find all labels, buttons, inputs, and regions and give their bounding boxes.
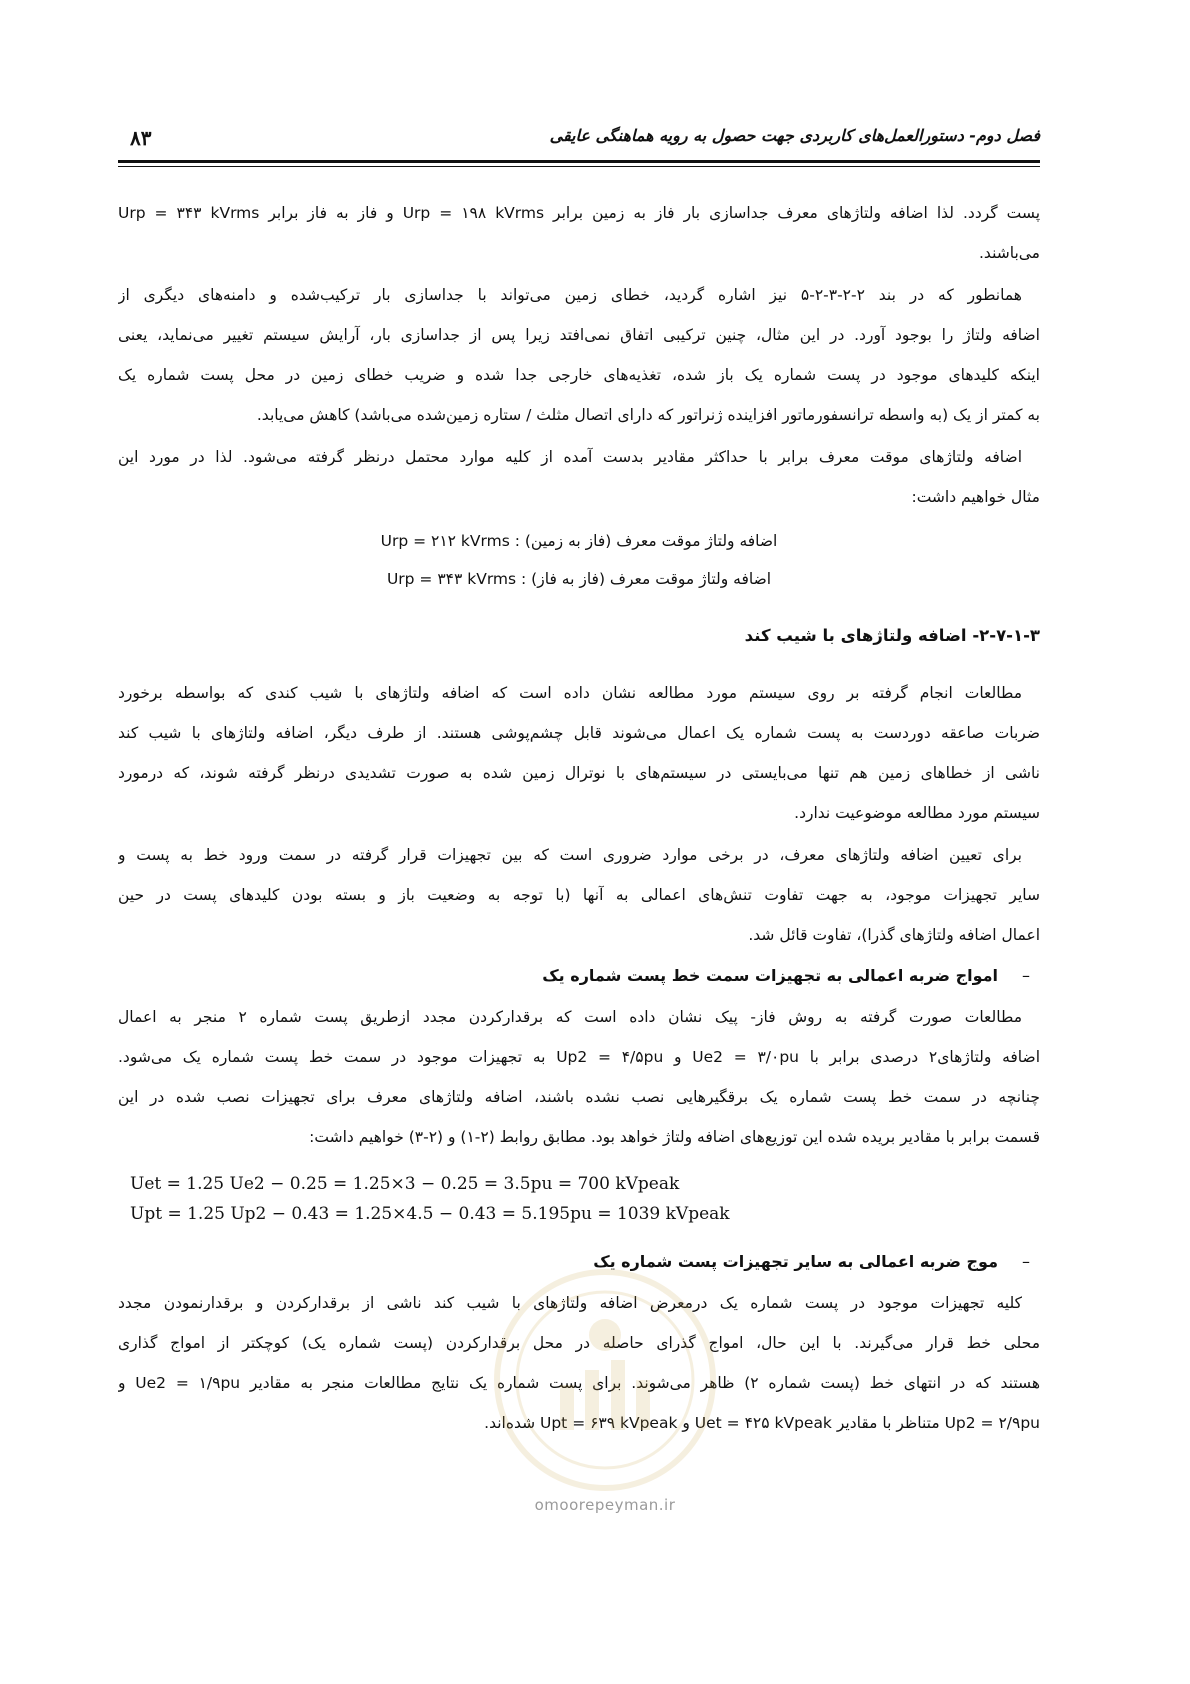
paragraph-line: برای تعیین اضافه ولتاژهای معرف، در برخی موارد ضروری است که بین تجهیزات قرار گرفته در سمت ورود خط به پست و	[118, 846, 1022, 864]
header-rule-thin	[118, 166, 1040, 167]
bullet-text: موج ضربه اعمالی به سایر تجهیزات پست شماره یک	[593, 1252, 998, 1271]
paragraph-line: اضافه ولتاژهای۲ درصدی برابر با Ue2 = ۳/۰pu و Up2 = ۴/۵pu به تجهیزات موجود در سمت خط پست شماره یک می‌شود.	[118, 1048, 1040, 1066]
bullet-heading	[542, 962, 1030, 990]
equation-upt: Upt = 1.25 Up2 − 0.43 = 1.25×4.5 − 0.43 = 5.195pu = 1039 kVpeak	[130, 1204, 730, 1224]
paragraph-line: مطالعات انجام گرفته بر روی سیستم مورد مطالعه نشان داده است که اضافه ولتاژهای با شیب کندی که بواسطه برخورد	[118, 684, 1022, 702]
paragraph-line: مثال خواهیم داشت:	[911, 488, 1040, 506]
bullet-heading	[593, 1248, 1030, 1276]
paragraph-line: سایر تجهیزات موجود، به جهت تفاوت تنش‌های اعمالی به آنها (با توجه به وضعیت باز و بسته بودن کلیدهای پست در حین	[118, 886, 1040, 904]
paragraph-line: محلی خط قرار می‌گیرند. با این حال، امواج گذرای حاصله در محل برقدارکردن (پست شماره یک) کوچکتر از امواج گذاری	[118, 1334, 1040, 1352]
page-number: ۸۳	[130, 126, 152, 150]
chapter-title: فصل دوم- دستورالعمل‌های کاربردی جهت حصول به رویه هماهنگی عایقی	[549, 126, 1040, 145]
formula-phase-to-phase: اضافه ولتاژ موقت معرف (فاز به فاز) : Urp = ۳۴۳ kVrms	[386, 570, 772, 588]
paragraph-line: ضربات صاعقه دوردست به پست شماره یک اعمال می‌شوند قابل چشم‌پوشی هستند. از طرف دیگر، اضافه ولتاژهای با شیب کند	[118, 724, 1040, 742]
paragraph-line: سیستم مورد مطالعه موضوعیت ندارد.	[794, 804, 1040, 822]
bullet-text: امواج ضربه اعمالی به تجهیزات سمت خط پست شماره یک	[542, 966, 998, 985]
paragraph-line: چنانچه در سمت خط پست شماره یک برقگیرهایی نصب نشده باشند، اضافه ولتاژهای معرف برای تجهیزات نصب شده در این	[118, 1088, 1040, 1106]
bullet-dash: –	[1022, 1252, 1030, 1271]
paragraph-line: اعمال اضافه ولتاژهای گذرا)، تفاوت قائل شد.	[748, 926, 1040, 944]
paragraph-line: مطالعات صورت گرفته به روش فاز- پیک نشان داده است که برقدارکردن مجدد ازطریق پست شماره ۲ منجر به اعمال	[118, 1008, 1022, 1026]
paragraph-line: به کمتر از یک (به واسطه ترانسفورماتور افزاینده ژنراتور که دارای اتصال مثلث / ستاره زمین‌شده می‌باشد) کاهش می‌یابد.	[256, 406, 1040, 424]
watermark-text: omoorepeyman.ir	[534, 1496, 676, 1514]
paragraph-line: اضافه ولتاژ را بوجود آورد. در این مثال، چنین ترکیبی اتفاق نمی‌افتد زیرا پس از جداسازی بار، آرایش سیستم تغییر می‌نماید، یعنی	[118, 326, 1040, 344]
running-header	[118, 126, 1040, 152]
paragraph-line: Up2 = ۲/۹pu متناظر با مقادیر Uet = ۴۲۵ kVpeak و Upt = ۶۳۹ kVpeak شده‌اند.	[484, 1414, 1040, 1432]
header-rule-thick	[118, 160, 1040, 163]
paragraph-line: ناشی از خطاهای زمین هم تنها می‌بایستی در سیستم‌های با نوترال زمین شده به صورت تشدیدی درنظر گرفته شوند، که درمورد	[118, 764, 1040, 782]
paragraph-line: قسمت برابر با مقادیر بریده شده این توزیع‌های اضافه ولتاژ خواهد بود. مطابق روابط (۲-۱) و (۲-۳) خواهیم داشت:	[309, 1128, 1040, 1146]
paragraph-line: کلیه تجهیزات موجود در پست شماره یک درمعرض اضافه ولتاژهای با شیب کند ناشی از برقدارکردن و برقدارنمودن مجدد	[118, 1294, 1022, 1312]
paragraph-line: می‌باشند.	[979, 244, 1040, 262]
section-heading: ۲-۷-۱-۳- اضافه ولتاژهای با شیب کند	[744, 626, 1040, 645]
paragraph-line: اینکه کلیدهای موجود در پست شماره یک باز شده، تغذیه‌های خارجی جدا شده و ضریب خطای زمین در محل پست شماره یک	[118, 366, 1040, 384]
bullet-dash: –	[1022, 966, 1030, 985]
formula-phase-to-earth: اضافه ولتاژ موقت معرف (فاز به زمین) : Urp = ۲۱۲ kVrms	[380, 532, 778, 550]
paragraph-line: هستند که در انتهای خط (پست شماره ۲) ظاهر می‌شوند. برای پست شماره یک نتایج مطالعات منجر به مقادیر Ue2 = ۱/۹pu و	[118, 1374, 1040, 1392]
paragraph-line: اضافه ولتاژهای موقت معرف برابر با حداکثر مقادیر بدست آمده از کلیه موارد محتمل درنظر گرفته می‌شود. لذا در مورد این	[118, 448, 1022, 466]
paragraph-line: پست گردد. لذا اضافه ولتاژهای معرف جداسازی بار فاز به زمین برابر Urp = ۱۹۸ kVrms و فاز به فاز برابر Urp = ۳۴۳ kVrms	[118, 204, 1040, 222]
paragraph-line: همانطور که در بند ۲-۲-۳-۲-۵ نیز اشاره گردید، خطای زمین می‌تواند با جداسازی بار ترکیب‌شده و دامنه‌های دیگری از	[118, 286, 1022, 304]
equation-uet: Uet = 1.25 Ue2 − 0.25 = 1.25×3 − 0.25 = 3.5pu = 700 kVpeak	[130, 1174, 680, 1194]
